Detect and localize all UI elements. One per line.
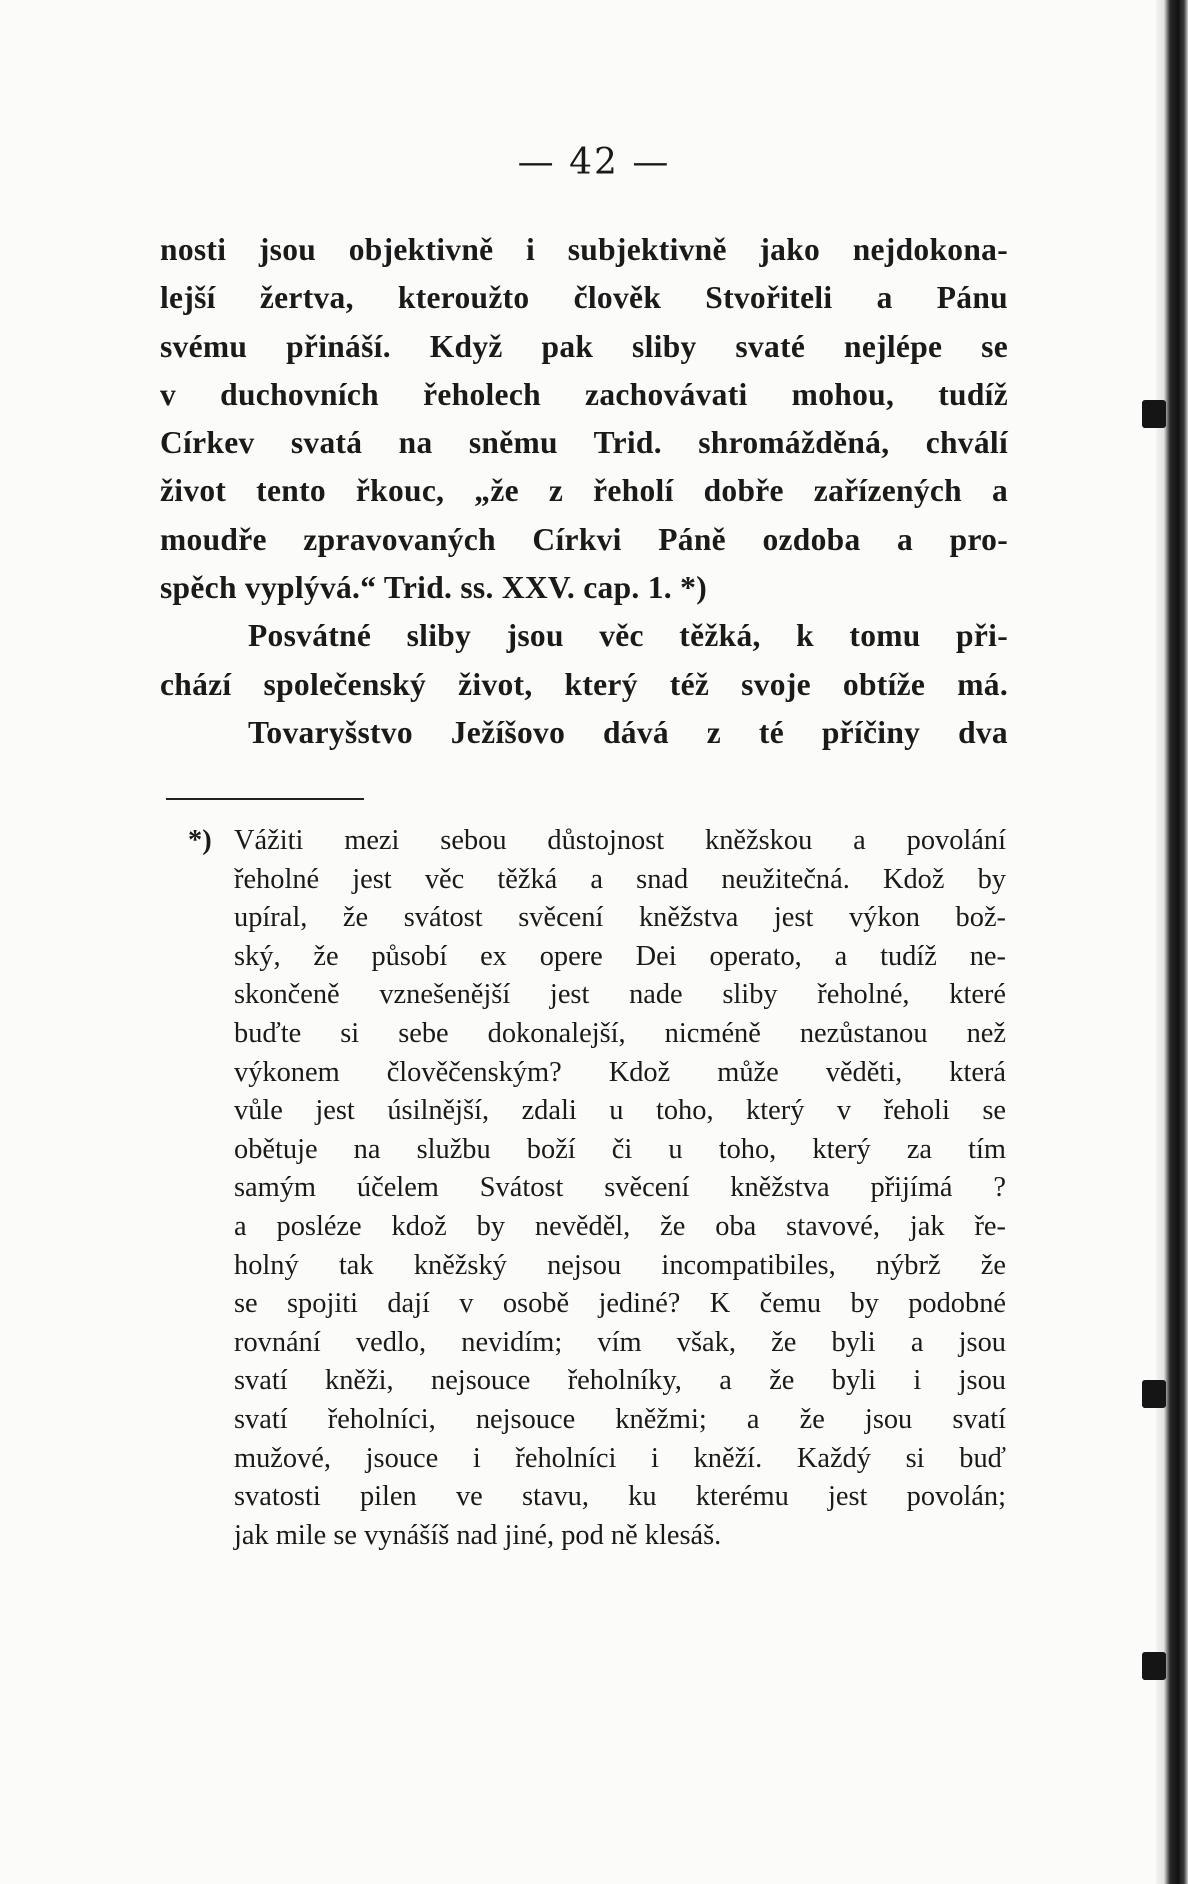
text-line: v duchovních řeholech zachovávati mohou, tudíž (160, 376, 1008, 412)
footnote-line: vůle jest úsilnější, zdali u toho, který v řeholi se (234, 1095, 1006, 1127)
footnote-line: svatosti pilen ve stavu, ku kterému jest povolán; (234, 1481, 1006, 1513)
binding-mark (1142, 1380, 1166, 1408)
footnote-line: a posléze kdož by nevěděl, že oba stavové, jak ře- (234, 1210, 1006, 1242)
footnote-line: buďte si sebe dokonalejší, nicméně nezůstanou než (234, 1017, 1006, 1049)
footnote-line: výkonem člověčenským? Kdož může věděti, která (234, 1056, 1006, 1088)
footnote-line: ský, že působí ex opere Dei operato, a tudíž ne- (234, 940, 1006, 972)
footnote-line: rovnání vedlo, nevidím; vím však, že byli a jsou (234, 1326, 1006, 1358)
footnote-line: holný tak kněžský nejsou incompatibiles, nýbrž že (234, 1249, 1006, 1281)
footnote-marker: *) (188, 825, 212, 856)
footnote-line: se spojiti dají v osobě jediné? K čemu by podobné (234, 1288, 1006, 1320)
text-line: chází společenský život, který též svoje obtíže má. (160, 666, 1008, 702)
footnote-line: řeholné jest věc těžká a snad neužitečná. Kdož by (234, 863, 1006, 895)
footnote-separator (166, 798, 364, 800)
footnote-line: samým účelem Svátost svěcení kněžstva přijímá ? (234, 1172, 1006, 1204)
text-line: nosti jsou objektivně i subjektivně jako nejdokona- (160, 232, 1008, 267)
footnote-line: obětuje na službu boží či u toho, který za tím (234, 1133, 1006, 1165)
main-text (160, 226, 1008, 757)
text-line: život tento řkouc, „že z řeholí dobře zařízených a (160, 473, 1008, 509)
page-binding-edge (1156, 0, 1188, 1884)
text-line: Tovaryšstvo Ježíšovo dává z té příčiny dva (248, 714, 1008, 750)
text-line: moudře zpravovaných Církvi Páně ozdoba a pro- (160, 521, 1008, 557)
page-number: — 42 — (517, 142, 671, 183)
text-line: Církev svatá na sněmu Trid. shromážděná, chválí (160, 425, 1008, 461)
text-line: spěch vyplývá.“ Trid. ss. XXV. cap. 1. *) (160, 570, 707, 606)
footnote-line: jak mile se vynášíš nad jiné, pod ně klesáš. (234, 1519, 722, 1551)
binding-mark (1142, 400, 1166, 428)
footnote-line: upíral, že svátost svěcení kněžstva jest výkon bož- (234, 902, 1006, 934)
text-line: svému přináší. Když pak sliby svaté nejlépe se (160, 328, 1008, 364)
footnote-line: mužové, jsouce i řeholníci i kněží. Každý si buď (234, 1442, 1006, 1474)
text-line: lejší žertva, kteroužto člověk Stvořiteli a Pánu (160, 280, 1008, 316)
footnote-line: skončeně vznešenější jest nade sliby řeholné, které (234, 979, 1006, 1011)
binding-mark (1142, 1652, 1166, 1680)
footnote-line: Vážiti mezi sebou důstojnost kněžskou a povolání (234, 825, 1006, 856)
footnote (188, 822, 1006, 1555)
footnote-line: svatí řeholníci, nejsouce kněžmi; a že jsou svatí (234, 1403, 1006, 1435)
text-line: Posvátné sliby jsou věc těžká, k tomu při- (248, 618, 1008, 654)
footnote-line: svatí kněži, nejsouce řeholníky, a že byli i jsou (234, 1365, 1006, 1397)
